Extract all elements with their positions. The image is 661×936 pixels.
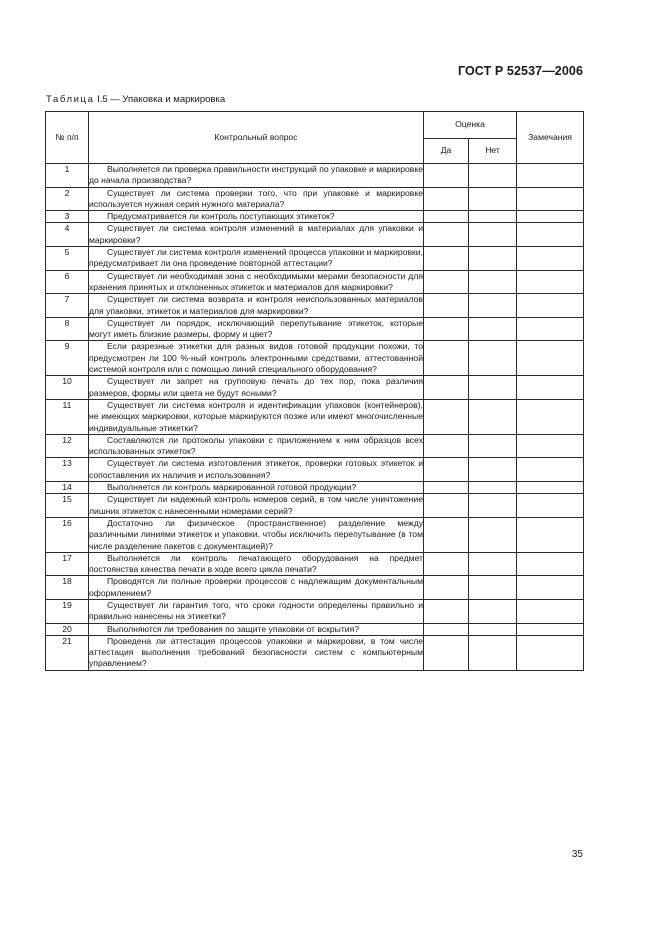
remarks-cell[interactable] — [517, 317, 584, 341]
table-row — [46, 576, 584, 600]
table-row — [46, 458, 584, 482]
row-number: 4 — [46, 223, 89, 247]
remarks-cell[interactable] — [517, 458, 584, 482]
yes-cell[interactable] — [424, 517, 469, 552]
no-cell[interactable] — [469, 270, 517, 294]
no-cell[interactable] — [469, 517, 517, 552]
table-row — [46, 187, 584, 211]
row-question: Выполняется ли проверка правильности инструкций по упаковке и маркировке до начала производства? — [89, 164, 423, 186]
row-question: Существует ли система контроля изменений в материалах для упаковки и маркировки? — [89, 223, 423, 245]
yes-cell[interactable] — [424, 376, 469, 400]
row-number: 19 — [46, 599, 89, 623]
table-row — [46, 341, 584, 376]
table-row — [46, 294, 584, 318]
remarks-cell[interactable] — [517, 341, 584, 376]
row-number: 17 — [46, 552, 89, 576]
row-question: Существует ли система контроля изменений процесса упаковки и маркировки, предусматривает ли она проведение повторной аттестации? — [89, 247, 423, 269]
table-row — [46, 317, 584, 341]
row-question: Выполняется ли контроль печатающего оборудования на предмет постоянства качества печати в ходе всего цикла печати? — [89, 552, 423, 575]
remarks-cell[interactable] — [517, 270, 584, 294]
no-cell[interactable] — [469, 552, 517, 576]
header-number: № п/п — [46, 112, 89, 164]
no-cell[interactable] — [469, 294, 517, 318]
remarks-cell[interactable] — [517, 294, 584, 318]
row-question: Существует ли система изготовления этикеток, проверки готовых этикеток и сопоставления их наличия и использования? — [89, 458, 423, 480]
yes-cell[interactable] — [424, 223, 469, 247]
no-cell[interactable] — [469, 623, 517, 635]
yes-cell[interactable] — [424, 399, 469, 434]
row-number: 13 — [46, 458, 89, 482]
yes-cell[interactable] — [424, 187, 469, 211]
row-number: 15 — [46, 494, 89, 518]
row-question: Существует ли порядок, исключающий перепутывание этикеток, которые могут иметь близкие размеры, форму и цвет? — [89, 317, 423, 340]
remarks-cell[interactable] — [517, 576, 584, 600]
header-yes: Да — [424, 139, 469, 164]
remarks-cell[interactable] — [517, 623, 584, 635]
row-question: Проведена ли аттестация процессов упаковки и маркировки, в том числе аттестация выполнения требований безопасности систем с компьютерным управлением? — [89, 635, 423, 669]
table-row — [46, 494, 584, 518]
no-cell[interactable] — [469, 576, 517, 600]
no-cell[interactable] — [469, 247, 517, 271]
row-number: 8 — [46, 317, 89, 341]
row-question: Достаточно ли физическое (пространственное) разделение между различными линиями этикеток и упаковки, чтобы исключить перепутывание (в том числе разделение пакетов с документацией)? — [89, 517, 423, 551]
table-row — [46, 599, 584, 623]
row-question: Существует ли система проверки того, что при упаковке и маркировке используется нужная серия нужного материала? — [89, 187, 423, 209]
row-number: 7 — [46, 294, 89, 318]
row-question: Существует ли надежный контроль номеров серий, в том числе уничтожение лишних этикеток с нанесенными номерами серий? — [89, 494, 423, 516]
table-row — [46, 223, 584, 247]
yes-cell[interactable] — [424, 294, 469, 318]
yes-cell[interactable] — [424, 623, 469, 635]
no-cell[interactable] — [469, 187, 517, 211]
row-number: 12 — [46, 434, 89, 458]
remarks-cell[interactable] — [517, 599, 584, 623]
row-number: 16 — [46, 517, 89, 552]
remarks-cell[interactable] — [517, 517, 584, 552]
row-question: Если разрезные этикетки для разных видов готовой продукции похожи, то предусмотрен ли 100 %-ный контроль электронными средствами, аттестованной системой контроля или с помощью линий специального оборудования? — [89, 341, 423, 375]
yes-cell[interactable] — [424, 635, 469, 670]
row-number: 2 — [46, 187, 89, 211]
remarks-cell[interactable] — [517, 376, 584, 400]
checklist-table — [45, 111, 584, 671]
row-question: Выполняются ли требования по защите упаковки от вскрытия? — [89, 623, 424, 635]
yes-cell[interactable] — [424, 317, 469, 341]
row-number: 3 — [46, 211, 89, 223]
yes-cell[interactable] — [424, 434, 469, 458]
row-number: 5 — [46, 247, 89, 271]
yes-cell[interactable] — [424, 164, 469, 188]
table-row — [46, 270, 584, 294]
table-row — [46, 482, 584, 494]
header-question: Контрольный вопрос — [89, 112, 424, 164]
row-number: 1 — [46, 164, 89, 188]
table-row — [46, 517, 584, 552]
table-row — [46, 635, 584, 670]
row-question: Существует ли необходимая зона с необходимыми мерами безопасности для хранения принятых и отклоненных этикеток и материалов для маркировки? — [89, 270, 423, 292]
row-question: Существует ли система возврата и контроля неиспользованных материалов для упаковки, этикеток и материалов для маркировки? — [89, 294, 423, 316]
yes-cell[interactable] — [424, 552, 469, 576]
remarks-cell[interactable] — [517, 223, 584, 247]
row-question: Существует ли гарантия того, что сроки годности определены правильно и правильно нанесены на этикетки? — [89, 599, 423, 622]
row-number: 9 — [46, 341, 89, 376]
header-rating: Оценка — [424, 112, 517, 139]
row-question: Проводятся ли полные проверки процессов с надлежащим документальным оформлением? — [89, 576, 423, 598]
remarks-cell[interactable] — [517, 399, 584, 434]
no-cell[interactable] — [469, 458, 517, 482]
yes-cell[interactable] — [424, 599, 469, 623]
row-number: 11 — [46, 399, 89, 434]
remarks-cell[interactable] — [517, 247, 584, 271]
header-remarks: Замечания — [517, 112, 584, 164]
no-cell[interactable] — [469, 164, 517, 188]
table-row — [46, 434, 584, 458]
remarks-cell[interactable] — [517, 482, 584, 494]
table-caption — [46, 94, 225, 105]
no-cell[interactable] — [469, 317, 517, 341]
no-cell[interactable] — [469, 376, 517, 400]
row-number: 10 — [46, 376, 89, 400]
remarks-cell[interactable] — [517, 211, 584, 223]
yes-cell[interactable] — [424, 458, 469, 482]
no-cell[interactable] — [469, 341, 517, 376]
row-question: Составляются ли протоколы упаковки с приложением к ним образцов всех использованных этикеток? — [89, 434, 423, 457]
row-number: 20 — [46, 623, 89, 635]
table-row — [46, 376, 584, 400]
table-row — [46, 399, 584, 434]
row-number: 21 — [46, 635, 89, 670]
header-no: Нет — [469, 139, 517, 164]
yes-cell[interactable] — [424, 247, 469, 271]
table-row — [46, 623, 584, 635]
table-caption-prefix: Таблица — [46, 94, 95, 105]
no-cell[interactable] — [469, 599, 517, 623]
table-caption-text: I.5 — Упаковка и маркировка — [97, 94, 226, 105]
remarks-cell[interactable] — [517, 635, 584, 670]
no-cell[interactable] — [469, 434, 517, 458]
no-cell[interactable] — [469, 211, 517, 223]
no-cell[interactable] — [469, 399, 517, 434]
row-question: Предусматривается ли контроль поступающих этикеток? — [89, 211, 424, 223]
yes-cell[interactable] — [424, 211, 469, 223]
yes-cell[interactable] — [424, 494, 469, 518]
row-question: Выполняется ли контроль маркированной готовой продукции? — [89, 482, 424, 494]
table-row — [46, 211, 584, 223]
row-question: Существует ли система контроля и идентификации упаковок (контейнеров), не имеющих маркировки, которые маркируются позже или имеют многочисленные индивидуальные этикетки? — [89, 399, 423, 433]
row-number: 14 — [46, 482, 89, 494]
row-question: Существует ли запрет на групповую печать до тех пор, пока различия размеров, формы или цвета не будут ясными? — [89, 376, 423, 398]
yes-cell[interactable] — [424, 576, 469, 600]
yes-cell[interactable] — [424, 341, 469, 376]
yes-cell[interactable] — [424, 270, 469, 294]
row-number: 18 — [46, 576, 89, 600]
remarks-cell[interactable] — [517, 187, 584, 211]
row-number: 6 — [46, 270, 89, 294]
no-cell[interactable] — [469, 635, 517, 670]
table-row — [46, 164, 584, 188]
remarks-cell[interactable] — [517, 552, 584, 576]
no-cell[interactable] — [469, 482, 517, 494]
remarks-cell[interactable] — [517, 494, 584, 518]
standard-designation: ГОСТ Р 52537—2006 — [457, 64, 583, 78]
no-cell[interactable] — [469, 223, 517, 247]
page-number: 35 — [571, 849, 583, 860]
table-row — [46, 552, 584, 576]
table-row — [46, 247, 584, 271]
no-cell[interactable] — [469, 494, 517, 518]
yes-cell[interactable] — [424, 482, 469, 494]
remarks-cell[interactable] — [517, 434, 584, 458]
remarks-cell[interactable] — [517, 164, 584, 188]
